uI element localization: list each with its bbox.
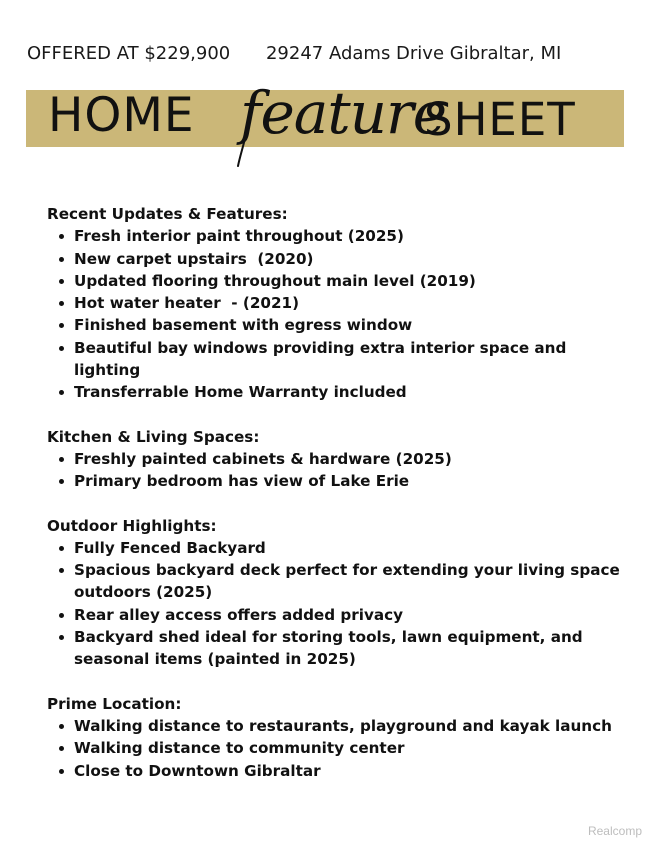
title-word-home: HOME xyxy=(48,88,195,143)
bullet-icon xyxy=(59,301,64,306)
bullet-icon xyxy=(59,568,64,573)
bullet-icon xyxy=(59,479,64,484)
bullet-icon xyxy=(59,234,64,239)
list-item xyxy=(47,559,627,604)
list-item xyxy=(47,225,627,247)
list-item-text: Spacious backyard deck perfect for extending your living space outdoors (2025) xyxy=(74,561,620,602)
bullet-icon xyxy=(59,724,64,729)
feature-list xyxy=(47,203,627,804)
list-item xyxy=(47,470,627,492)
bullet-list xyxy=(47,715,627,782)
section-heading: Recent Updates & Features: xyxy=(47,205,288,223)
list-item-text: Primary bedroom has view of Lake Erie xyxy=(74,472,410,491)
bullet-icon xyxy=(59,769,64,774)
listing-header xyxy=(27,43,561,64)
section-heading: Outdoor Highlights: xyxy=(47,516,217,535)
bullet-list xyxy=(47,448,627,493)
title-word-sheet: SHEET xyxy=(424,93,576,146)
bullet-icon xyxy=(59,613,64,618)
list-item-text: Fresh interior paint throughout (2025) xyxy=(74,227,404,246)
realcomp-watermark: Realcomp xyxy=(587,824,642,838)
bullet-list xyxy=(47,225,627,403)
offered-price: OFFERED AT $229,900 xyxy=(27,43,231,64)
list-item xyxy=(47,737,627,759)
list-item xyxy=(47,604,627,626)
section-recent-updates xyxy=(47,203,627,404)
section-outdoor-highlights xyxy=(47,515,627,671)
list-item-text: Backyard shed ideal for storing tools, lawn equipment, and seasonal items (painted in 2025) xyxy=(74,628,583,669)
list-item xyxy=(47,248,627,270)
list-item xyxy=(47,381,627,403)
list-item-text: Walking distance to community center xyxy=(74,739,405,758)
title-word-feature: feature xyxy=(240,79,447,147)
list-item xyxy=(47,292,627,314)
bullet-icon xyxy=(59,323,64,328)
list-item xyxy=(47,626,627,671)
bullet-icon xyxy=(59,390,64,395)
bullet-icon xyxy=(59,746,64,751)
bullet-icon xyxy=(59,346,64,351)
list-item xyxy=(47,337,627,382)
bullet-icon xyxy=(59,635,64,640)
list-item-text: Transferrable Home Warranty included xyxy=(74,383,407,402)
section-heading: Prime Location: xyxy=(47,694,182,713)
list-item-text: Finished basement with egress window xyxy=(74,316,413,335)
list-item xyxy=(47,537,627,559)
list-item-text: Updated flooring throughout main level (2019) xyxy=(74,271,476,290)
section-heading: Kitchen & Living Spaces: xyxy=(47,427,260,446)
script-flourish-icon xyxy=(232,134,262,168)
list-item xyxy=(47,270,627,292)
list-item-text: Hot water heater - (2021) xyxy=(74,294,300,313)
list-item xyxy=(47,715,627,737)
section-prime-location xyxy=(47,693,627,782)
list-item-text: Freshly painted cabinets & hardware (2025) xyxy=(74,449,452,468)
section-kitchen-living xyxy=(47,426,627,493)
property-address: 29247 Adams Drive Gibraltar, MI xyxy=(265,43,562,64)
bullet-icon xyxy=(59,279,64,284)
list-item xyxy=(47,448,627,470)
list-item-text: New carpet upstairs (2020) xyxy=(74,249,314,268)
list-item xyxy=(47,760,627,782)
bullet-list xyxy=(47,537,627,671)
list-item-text: Walking distance to restaurants, playground and kayak launch xyxy=(74,716,612,735)
list-item-text: Rear alley access offers added privacy xyxy=(74,605,404,624)
bullet-icon xyxy=(59,257,64,262)
bullet-icon xyxy=(59,457,64,462)
list-item-text: Close to Downtown Gibraltar xyxy=(74,761,321,780)
list-item-text: Beautiful bay windows providing extra interior space and lighting xyxy=(74,338,567,380)
list-item xyxy=(47,314,627,336)
bullet-icon xyxy=(59,546,64,551)
list-item-text: Fully Fenced Backyard xyxy=(74,538,266,557)
